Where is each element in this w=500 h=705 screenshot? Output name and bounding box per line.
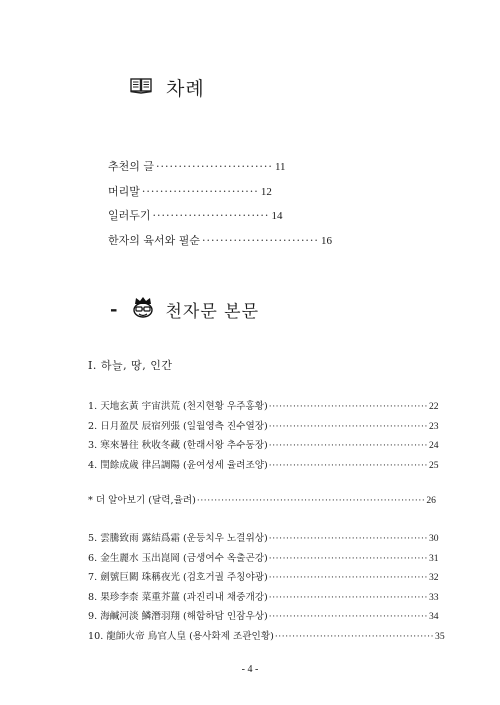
book-icon xyxy=(130,78,152,98)
entry-text: 7. 劍號巨闕 珠稱夜光 (검호거궐 주칭야광) xyxy=(88,572,268,583)
toc-entry[interactable] xyxy=(108,183,272,208)
entry-page: 11 xyxy=(274,161,286,173)
leader-dots: ·································································· xyxy=(196,496,426,506)
entry-label: 한자의 육서와 필순 xyxy=(108,233,201,247)
entry-label: 추천의 글 xyxy=(108,160,155,173)
entry-text: 9. 海鹹河淡 鱗潛羽翔 (해함하담 인잠우상) xyxy=(88,611,268,622)
leader-dots: ·························· xyxy=(156,160,273,173)
entry-text: 2. 日月盈昃 辰宿列張 (일월영측 진수열장) xyxy=(88,420,268,432)
leader-dots: ·············································· xyxy=(268,534,428,544)
toc-entry[interactable] xyxy=(88,628,445,648)
toc-entry[interactable] xyxy=(88,569,439,589)
intro-list xyxy=(108,158,332,256)
toc-entry-extra[interactable] xyxy=(88,492,436,512)
toc-entry[interactable] xyxy=(108,158,286,183)
toc-entry[interactable] xyxy=(88,589,439,609)
entry-page: 31 xyxy=(428,552,439,564)
entry-page: 30 xyxy=(428,533,439,544)
entry-text: 3. 寒來暑往 秋收冬藏 (한래서왕 추수동장) xyxy=(88,440,268,451)
leader-dots: ·············································· xyxy=(268,421,428,432)
entry-page: 33 xyxy=(428,591,439,603)
entry-text: 8. 果珍李柰 菜重芥薑 (과진리내 채중개강) xyxy=(88,591,268,603)
toc-entry[interactable] xyxy=(88,437,439,457)
entry-group xyxy=(88,530,445,647)
entry-page: 34 xyxy=(428,611,439,622)
entry-text: * 더 알아보기 (달력,율려) xyxy=(88,495,196,506)
toc-entry[interactable] xyxy=(88,457,439,477)
leader-dots: ·············································· xyxy=(268,573,428,583)
entry-page: 23 xyxy=(428,420,439,432)
toc-entry[interactable] xyxy=(88,608,439,628)
entry-text: 4. 閏餘成歲 律呂調陽 (윤여성세 율려조양) xyxy=(88,459,268,471)
heading-dash: - xyxy=(110,298,118,320)
leader-dots: ·············································· xyxy=(268,402,428,412)
leader-dots: ·························· xyxy=(202,233,319,247)
leader-dots: ·············································· xyxy=(274,631,435,642)
toc-entry[interactable] xyxy=(88,418,439,438)
entry-page: 35 xyxy=(435,630,445,642)
body-title: 천자문 본문 xyxy=(165,301,259,322)
entry-page: 22 xyxy=(428,401,439,412)
toc-entry[interactable] xyxy=(108,207,283,232)
leader-dots: ·············································· xyxy=(268,441,428,451)
leader-dots: ·············································· xyxy=(268,592,428,603)
leader-dots: ·························· xyxy=(141,184,259,198)
leader-dots: ·························· xyxy=(152,209,270,222)
entry-text: 5. 雲騰致雨 露結爲霜 (운등치우 노결위상) xyxy=(88,533,268,544)
entry-text: 10. 龍師火帝 鳥官人皇 (용사화제 조관인황) xyxy=(88,630,274,642)
section-heading: Ⅰ. 하늘, 땅, 인간 xyxy=(88,359,173,372)
entry-label: 일러두기 xyxy=(108,209,151,222)
entry-page: 16 xyxy=(320,234,332,247)
entry-group xyxy=(88,492,436,512)
toc-entry[interactable] xyxy=(88,550,439,570)
entry-page: 24 xyxy=(428,440,439,451)
entry-page: 12 xyxy=(260,185,272,198)
entry-text: 6. 金生麗水 玉出崑岡 (금생여수 옥출곤강) xyxy=(88,552,268,564)
entry-text: 1. 天地玄黃 宇宙洪荒 (천지현황 우주홍황) xyxy=(88,401,268,412)
leader-dots: ·············································· xyxy=(268,553,428,564)
toc-entry[interactable] xyxy=(108,232,332,257)
entry-label: 머리말 xyxy=(108,184,140,198)
entry-page: 32 xyxy=(428,572,439,583)
entry-page: 26 xyxy=(426,495,436,506)
toc-entry[interactable] xyxy=(88,530,439,550)
toc-entry[interactable] xyxy=(88,398,439,418)
leader-dots: ·············································· xyxy=(268,612,428,622)
scholar-face-icon xyxy=(129,296,157,322)
entry-page: 14 xyxy=(271,210,283,222)
toc-title: 차례 xyxy=(166,78,205,100)
page-number: - 4 - xyxy=(241,664,259,675)
entry-group xyxy=(88,398,439,476)
toc-heading xyxy=(130,74,205,101)
leader-dots: ·············································· xyxy=(268,460,428,471)
body-heading xyxy=(110,296,259,322)
entry-page: 25 xyxy=(428,459,439,471)
